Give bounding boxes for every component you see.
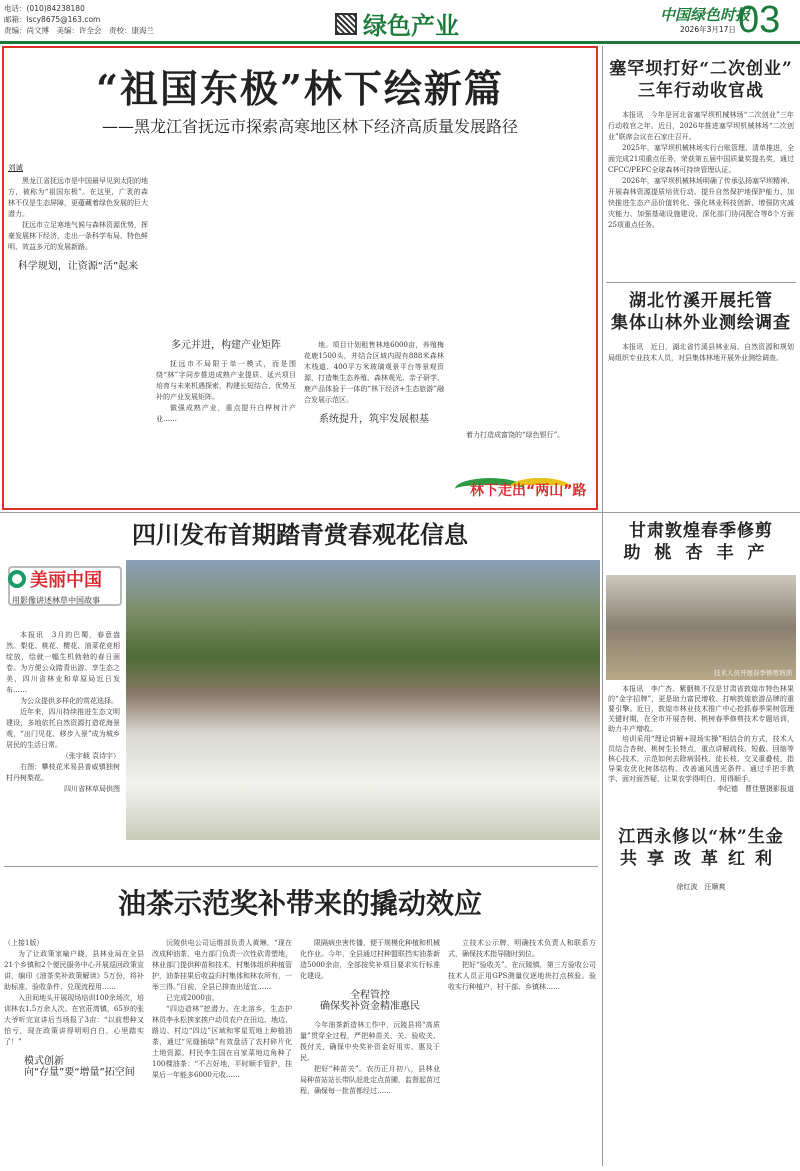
subheading: 模式创新 向“存量”要“增量”拓空间 <box>24 1056 135 1078</box>
subheading: 多元并进，构建产业矩阵 <box>171 340 281 351</box>
paragraph: 近年来，四川持续推进生态文明建设，多地依托自然资源打造花海景观，“出门见花、移步入景”成为城乡居民的生活日常。 <box>6 708 120 749</box>
article-title: 湖北竹溪开展托管 集体山林外业测绘调查 <box>611 291 791 333</box>
series-logo: 林下走出“两山”路 <box>470 483 587 499</box>
paragraph: 今年油茶新造林工作中，沅陵县将“高质量”贯穿全过程，严把种苗关、关、验收关、拨付关，确保中央奖补资金好用实、惠及于民。 <box>300 1021 440 1062</box>
paper-logo: 中国绿色时报 <box>660 6 751 24</box>
credit: 李纪德 曹佳慧摄影报道 <box>717 785 794 793</box>
oil-col-3 <box>300 938 440 1168</box>
divider <box>606 282 796 283</box>
gansu-text <box>608 684 794 794</box>
paragraph: 限隔病虫害传播，便于规模化种植和机械化作业。今年，全县通过村种盟联挡实油茶新造5000余亩，全部按奖补项目要求实行标准化建设。 <box>300 939 440 980</box>
feature-subtitle: ——黑龙江省抚远市探索高寒地区林下经济高质量发展路径 <box>101 117 518 136</box>
paragraph: 沅陵供电公司运维部负责人黄琳，“现在改成种油茶，电力部门负责一次性砍青塑地，林业部门提供种苗和技术，村集体组织种植管护，油茶挂果后收益归村集体和林农所有，一举三得。”目前，全县已排查出适宜…… <box>152 939 292 991</box>
section-header <box>335 6 459 41</box>
oil-col-4 <box>448 938 596 1168</box>
article-saihanba <box>608 58 794 310</box>
article-title: 甘肃敦煌春季修剪 助桃杏丰产 <box>623 521 779 563</box>
editors: 责编：尚文博 美编：许全会 责校：康海兰 <box>4 26 154 35</box>
paragraph: 本报讯 近日，湖北省竹溪县林业局、自然资源和规划局组织专业技术人员，对县集体林地开展外业测绘调查。 <box>608 343 794 362</box>
article-gansu <box>606 520 796 564</box>
article-title: 江西永修以“林”生金 共享改革红利 <box>618 827 784 869</box>
sichuan-text <box>6 630 120 840</box>
paragraph: 本报讯 李广杏、紫胭桃不仅是甘肃省敦煌市特色林果的“金字招牌”，更是助力富民增收、打响敦煌旅游品牌的重要引擎。近日，敦煌市林业技术推广中心抢抓春季果树管理关键时期，在全市开展杏树、桃树春季修剪技术专题培训，助力丰产增收。 <box>608 685 794 733</box>
pear-blossom-photo <box>126 560 600 840</box>
paragraph: 把好“种苗关”。农历正月初八，县林业局种苗站站长带队赶赴定点苗圃，监督起苗过程，确保每一批苗都经过…… <box>300 1065 440 1095</box>
paragraph: 入田间地头开展现场培训100余场次，培训林农1.5万余人次。在官莊湾镇，65岁的张大爷听完宣讲后当场报了3亩：“以前想种又怕亏，现在政策讲得明明白白，心里踏实了！” <box>4 994 144 1046</box>
sichuan-title: 四川发布首期踏青赏春观花信息 <box>132 520 468 549</box>
subheading: 系统提升，筑牢发展根基 <box>319 414 429 425</box>
phone: 电话：(010)84238180 <box>4 4 85 13</box>
paragraph: 2026年，塞罕坝机械林场明确了传承弘扬塞罕坝精神、开展森林资源提质培优行动、提升自然保护地保护能力、加快推进生态产品价值转化、强化林业科技创新、增强防灾减灾能力、加强基础设施建设、深化部门协同配合等8个方面25项重点任务。 <box>608 177 794 229</box>
paragraph: 抚远市立足寒地气候与森林资源优势，挥豪发展林下经济，走出一条科学布局、特色鲜明、效益多元的发展新路。 <box>8 221 148 251</box>
email: 邮箱：lscy8675@163.com <box>4 15 101 24</box>
section-title: 绿色产业 <box>363 11 459 40</box>
feature-col-4 <box>452 160 592 460</box>
paragraph: “四边造林”挖潜力。在北溶乡，生态护林员李永松挨家挨户动员农户在田边、地边、路边、村边“四边”区域和零星荒地上种植油茶，通过“见缝插绿”有效盘活了农村碎片化土地资源。村民李生国在自家菜地边角种了100棵油茶：“不占好地，平时顺手管护，挂果后一年能多6000元收…… <box>152 1005 292 1079</box>
paragraph: 培训采用“理论讲解+现场实操”相结合的方式，技术人员结合杏树、桃树生长特点，重点讲解疏枝、短截、回缩等核心技术，示范如何去除病弱枝、徒长枝、交叉重叠枝，指导果农优化树体结构、改善通风透光条件。通过手把手教学、面对面答疑，让果农学得明白、用得顺手。 <box>608 735 794 783</box>
divider <box>0 512 800 513</box>
continued-note: （上接1版） <box>4 939 44 947</box>
paragraph: 立技术公示牌，明确技术负责人和联系方式，确保技术指导随时到位。 <box>448 939 596 958</box>
column-divider <box>602 46 603 1166</box>
pruning-photo <box>606 575 796 680</box>
paragraph: 已完成2000亩。 <box>166 994 219 1002</box>
feature-byline: 刘诚 <box>8 163 23 172</box>
subheading: 全程管控 确保奖补资金精准惠民 <box>320 990 420 1012</box>
oil-title: 油茶示范奖补带来的撬动效应 <box>117 887 482 920</box>
feature-col-2 <box>156 160 296 505</box>
article-title: 塞罕坝打好“二次创业” 三年行动收官战 <box>609 59 793 101</box>
divider <box>4 866 598 867</box>
paragraph: 把好“验收关”。在沅陵镇，第三方验收公司技术人员正用GPS测量仪逐地块打点核验。验收实行种植户、村干部、乡镇林…… <box>448 961 596 991</box>
subheading: 科学规划，让资源“活”起来 <box>17 261 139 272</box>
lens-icon <box>8 570 26 588</box>
feature-col-3 <box>304 160 444 505</box>
feature-col-1 <box>8 176 148 506</box>
credit: （张宇载 袁诗宇） <box>61 752 120 760</box>
contact-info <box>4 3 154 36</box>
photo-caption: 技术人员开展春季修剪培训 <box>714 669 792 677</box>
qr-code-icon <box>335 13 357 35</box>
oil-col-2 <box>152 938 292 1168</box>
paragraph: 为公众提供多样化的赏花选择。 <box>20 697 118 705</box>
column-name: 美丽中国 <box>30 570 102 591</box>
paragraph: 做强成熟产业，重点提升白桦树汁产业…… <box>156 404 296 423</box>
paragraph: 本报讯 今年是河北省塞罕坝机械林场“二次创业”三年行动收官之年。近日，2026年推进塞罕坝机械林场“二次创业”联席会议在石家庄召开。 <box>608 111 794 141</box>
paragraph: 着力打造成富饶的“绿色银行”。 <box>466 431 565 439</box>
paragraph: 2025年，塞罕坝机械林场实行台账管理、清单推进，全面完成21项重点任务，荣获第五届中国质量奖提名奖，通过CFCC/PEFC全球森林可持续管理认证。 <box>608 144 794 174</box>
header-divider <box>0 41 800 44</box>
paragraph: 黑龙江省抚远市是中国最早见到太阳的地方，被称为“祖国东极”。在这里，广袤的森林不仅是生态屏障，更蕴藏着绿色发展的巨大潜力。 <box>8 177 148 218</box>
paragraph: 为了让政策家喻户晓，县林业局在全县21个乡镇和2个便民服务中心开展巡回政策宣讲，编印《油茶奖补政策解读》5万份，将补助标准、验收条件、兑现流程用…… <box>4 950 144 991</box>
byline: 徐红波 汪顺爽 <box>676 883 726 891</box>
photo-credit: 四川省林草局供图 <box>64 785 120 793</box>
paragraph: 本报讯 3月的巴蜀，春意盎然。梨花、桃花、樱花、油菜花竞相绽放，绘就一幅生机勃勃的春日画卷。为方便公众踏青出游、享生态之美，四川省林业和草原局近日发布…… <box>6 631 120 694</box>
issue-date: 2026年3月17日 <box>680 25 736 34</box>
feature-title: “祖国东极”林下绘新篇 <box>96 66 504 111</box>
page-number: 03 <box>738 0 781 41</box>
oil-col-1 <box>4 938 144 1168</box>
article-zhuxi <box>608 290 794 502</box>
article-jiangxi <box>606 826 796 892</box>
column-tagline: 用影像讲述林草中国故事 <box>12 596 100 605</box>
paragraph: 抚远市不局限于单一模式，而是围绕“林”字同步推进成熟产业提质、延兴项目培育与未来机遇探索，构建长短结合、优势互补的产业发展矩阵。 <box>156 360 296 401</box>
photo-caption: 右图：攀枝花米易县普威镇独树村丹树梨花。 <box>6 763 120 782</box>
paragraph: 地。项目计划租售林地6000亩，养殖梅花鹿1500头，并结合区域内现有888米森林木栈道、400平方米玻璃观景平台等景观资源，打造集生态养殖、森林观光、亲子研学、鹿产品体验于一体的“林下经济+生态旅游”融合发展示范区。 <box>304 341 444 404</box>
